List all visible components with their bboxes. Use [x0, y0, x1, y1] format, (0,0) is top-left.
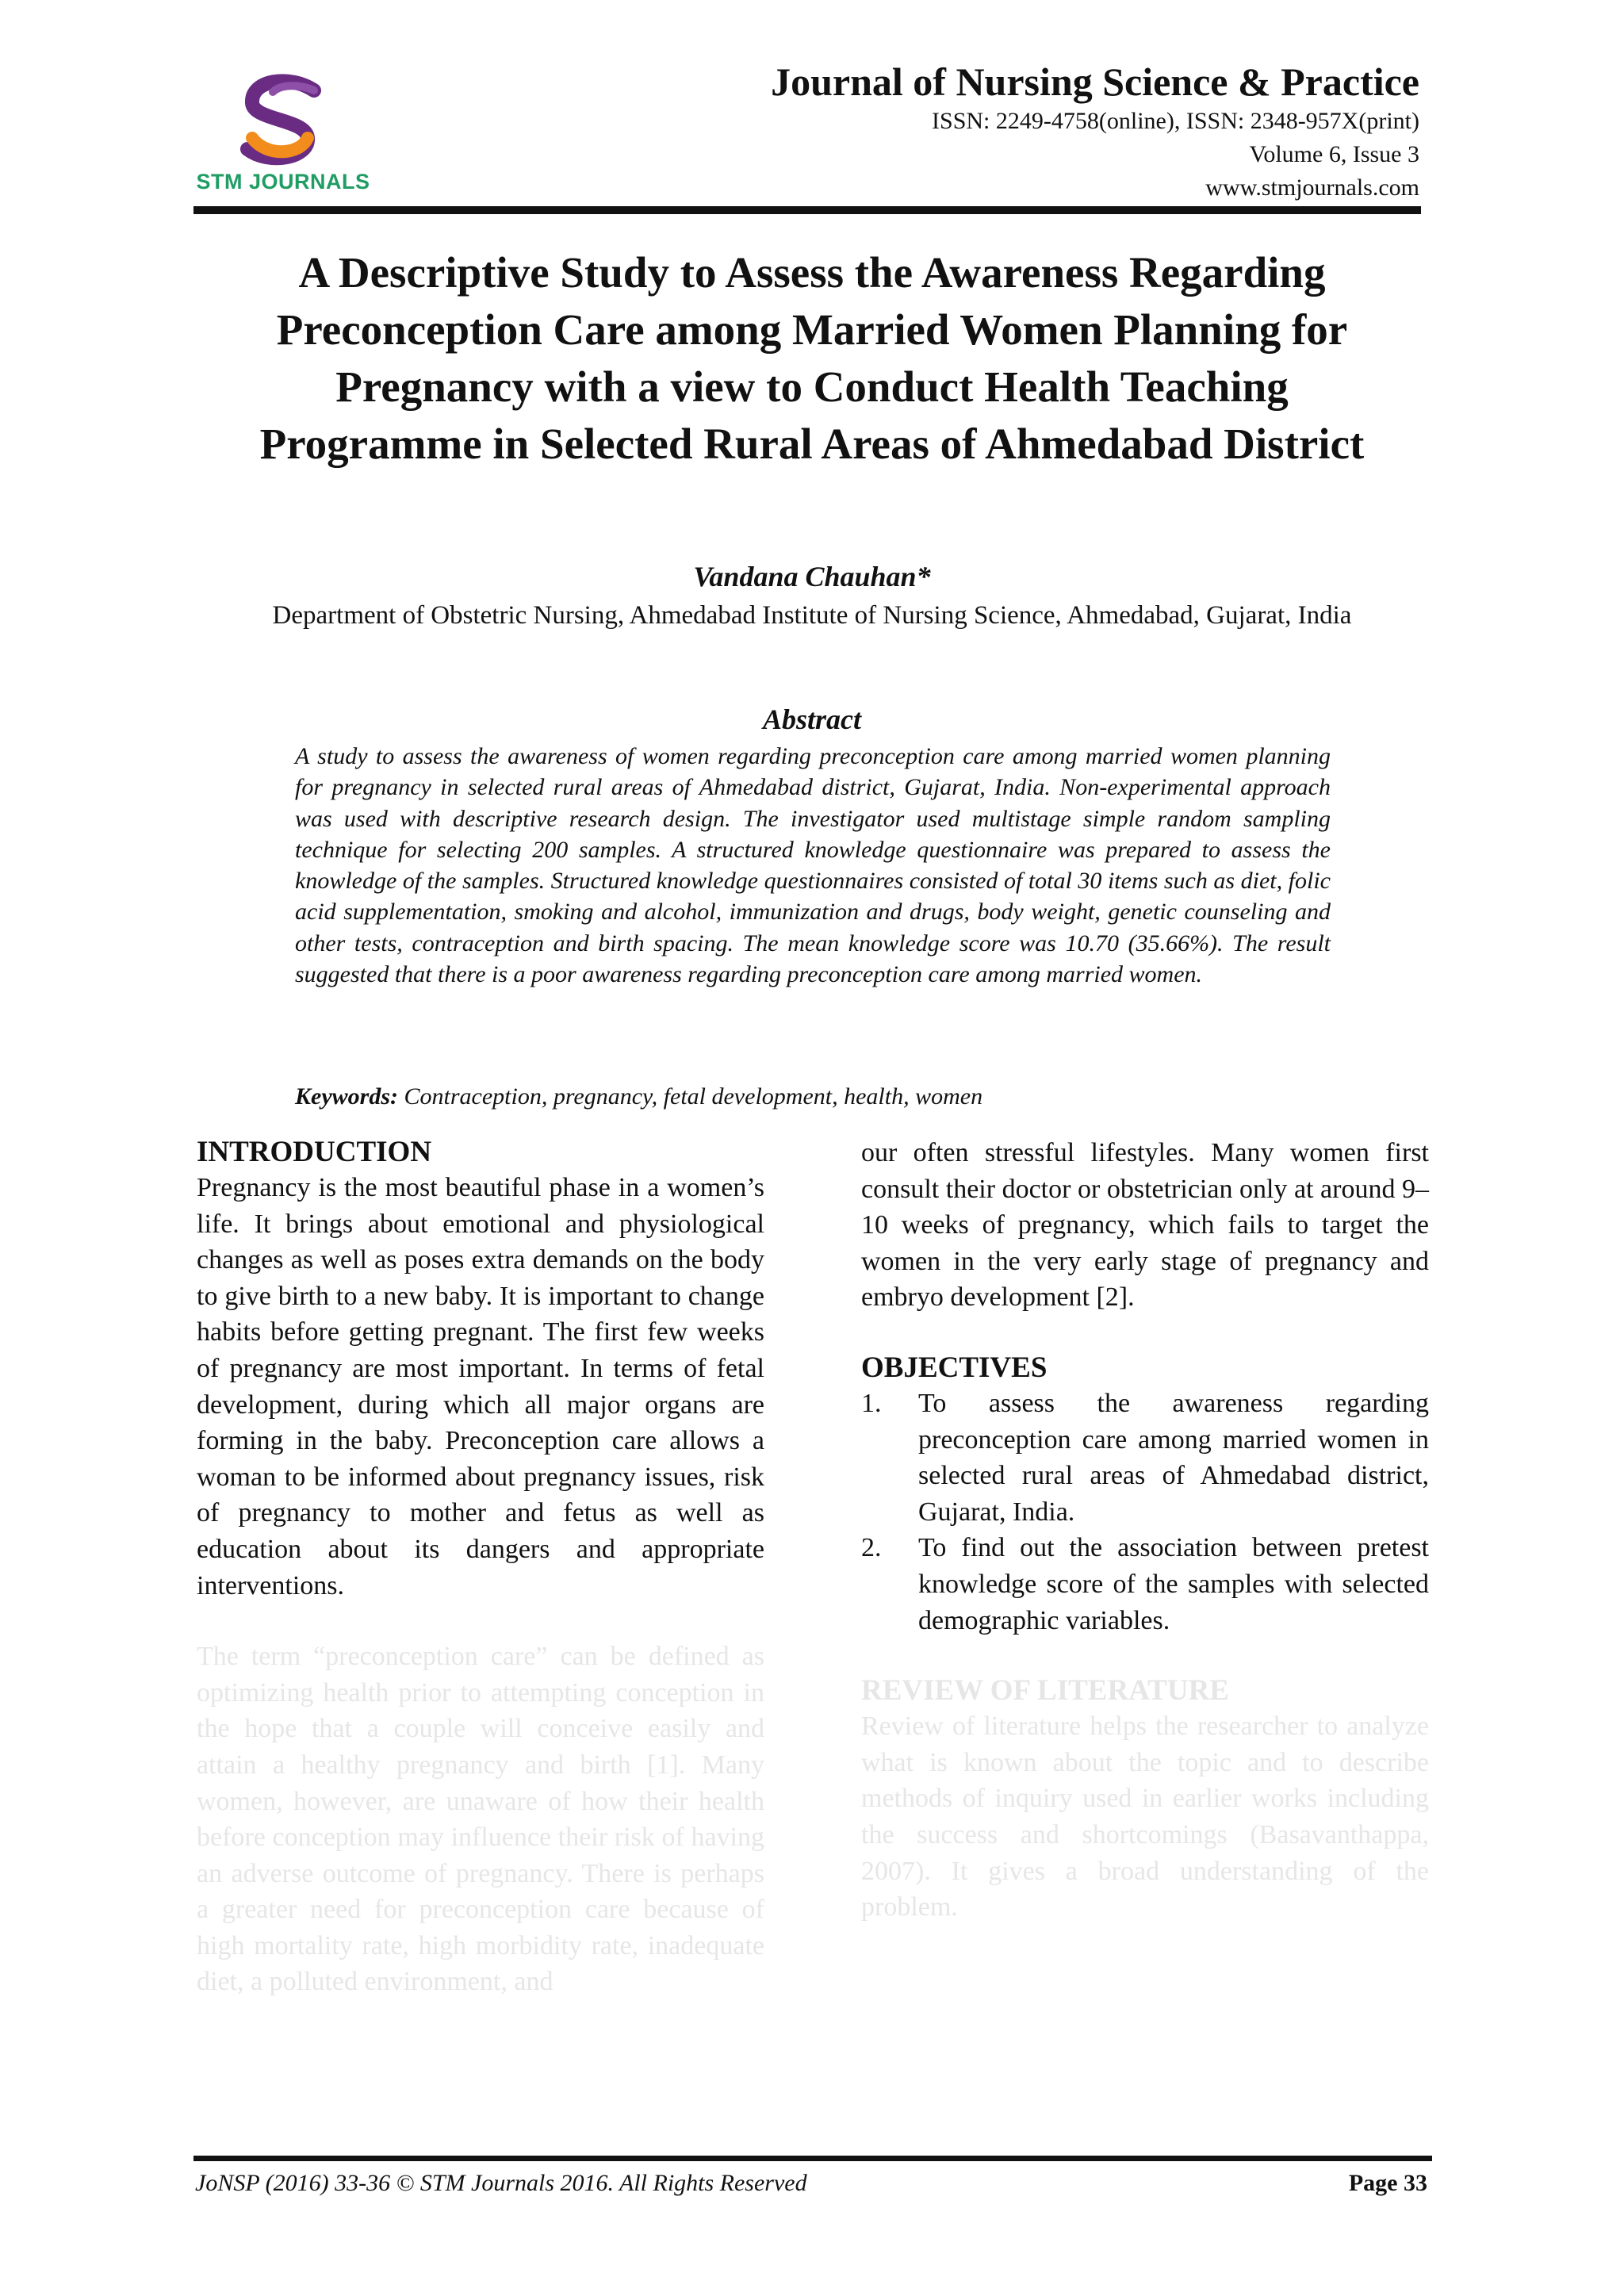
objectives-list	[861, 1386, 1429, 1639]
list-number: 1.	[861, 1388, 882, 1418]
left-column	[197, 1135, 764, 2000]
review-paragraph: Review of literature helps the researcher to analyze what is known about the topic and to describe methods of inquiry used in earlier works including the success and shortcomings (Basavanthappa, 2007). It gives a broad understanding of the problem.	[861, 1711, 1429, 1922]
introduction-paragraph-faded: The term “preconception care” can be defined as optimizing health prior to attempting conception in the hope that a couple will conceive easily and attain a healthy pregnancy and birth [1]. Many women, however, are unaware of how their health before conception may influence their risk of having an adverse outcome of pregnancy. There is perhaps a greater need for preconception care because of high mortality rate, high morbidity rate, inadequate diet, a polluted environment, and	[197, 1642, 764, 1997]
abstract-text: A study to assess the awareness of women regarding preconception care among married women planning for pregnancy in selected rural areas of Ahmedabad district, Gujarat, India. Non-experimental approach was used with descriptive research design. The investigator used multistage simple random sampling technique for selecting 200 samples. A structured knowledge questionnaire was prepared to assess the knowledge of the samples. Structured knowledge questionnaires consisted of total 30 items such as diet, folic acid supplementation, smoking and alcohol, immunization and drugs, body weight, genetic counseling and other tests, contraception and birth spacing. The mean knowledge score was 10.70 (35.66%). The result suggested that there is a poor awareness regarding preconception care among married women.	[295, 743, 1331, 988]
journal-info	[771, 59, 1419, 205]
list-item	[861, 1530, 1429, 1639]
author: Vandana Chauhan*	[693, 561, 931, 592]
keywords-label: Keywords:	[295, 1083, 398, 1110]
introduction-paragraph: Pregnancy is the most beautiful phase in a women’s life. It brings about emotional and physiological changes as well as poses extra demands on the body to give birth to a new baby. It is important to change habits before getting pregnant. The first few weeks of pregnancy are most important. In terms of fetal development, during which all major organs are forming in the baby. Preconception care allows a woman to be informed about pregnancy issues, risk of pregnancy to mother and fetus as well as education about its dangers and appropriate interventions.	[197, 1173, 764, 1600]
introduction-heading: INTRODUCTION	[197, 1136, 432, 1168]
issn: ISSN: 2249-4758(online), ISSN: 2348-957X(print)	[932, 108, 1419, 134]
footer-citation: JoNSP (2016) 33-36 © STM Journals 2016. All Rights Reserved	[195, 2170, 807, 2196]
stm-s-logo-icon	[195, 73, 371, 168]
header-rule	[193, 206, 1421, 214]
keywords-list: Contraception, pregnancy, fetal development, health, women	[404, 1083, 983, 1110]
affiliation: Department of Obstetric Nursing, Ahmedabad Institute of Nursing Science, Ahmedabad, Gujarat, India	[272, 601, 1352, 630]
list-number: 2.	[861, 1533, 882, 1563]
right-column	[861, 1135, 1429, 1926]
list-item	[861, 1386, 1429, 1530]
journal-website: www.stmjournals.com	[1205, 174, 1419, 201]
keywords	[295, 1083, 1331, 1110]
abstract-heading: Abstract	[762, 703, 861, 735]
list-text: To assess the awareness regarding preconception care among married women in selected rural areas of Ahmedabad district, Gujarat, India.	[918, 1388, 1429, 1527]
journal-title: Journal of Nursing Science & Practice	[771, 59, 1419, 104]
stm-journals-logo	[195, 73, 371, 200]
objectives-heading: OBJECTIVES	[861, 1351, 1048, 1384]
list-text: To find out the association between pretest knowledge score of the samples with selected demographic variables.	[918, 1533, 1429, 1635]
review-heading: REVIEW OF LITERATURE	[861, 1674, 1229, 1708]
introduction-continued: our often stressful lifestyles. Many women first consult their doctor or obstetrician only at around 9–10 weeks of pregnancy, which fails to target the women in the very early stage of pregnancy and embryo development [2].	[861, 1138, 1429, 1313]
volume-issue: Volume 6, Issue 3	[1249, 141, 1419, 167]
logo-text: STM JOURNALS	[196, 170, 370, 194]
paper-title: A Descriptive Study to Assess the Awareness Regarding Preconception Care among Married Women Planning for Pregnancy with a view to Conduct Health Teaching Programme in Selected Rural Areas of Ahmedabad District	[259, 248, 1365, 468]
page-number: Page 33	[1348, 2170, 1427, 2196]
footer-rule	[193, 2156, 1432, 2161]
